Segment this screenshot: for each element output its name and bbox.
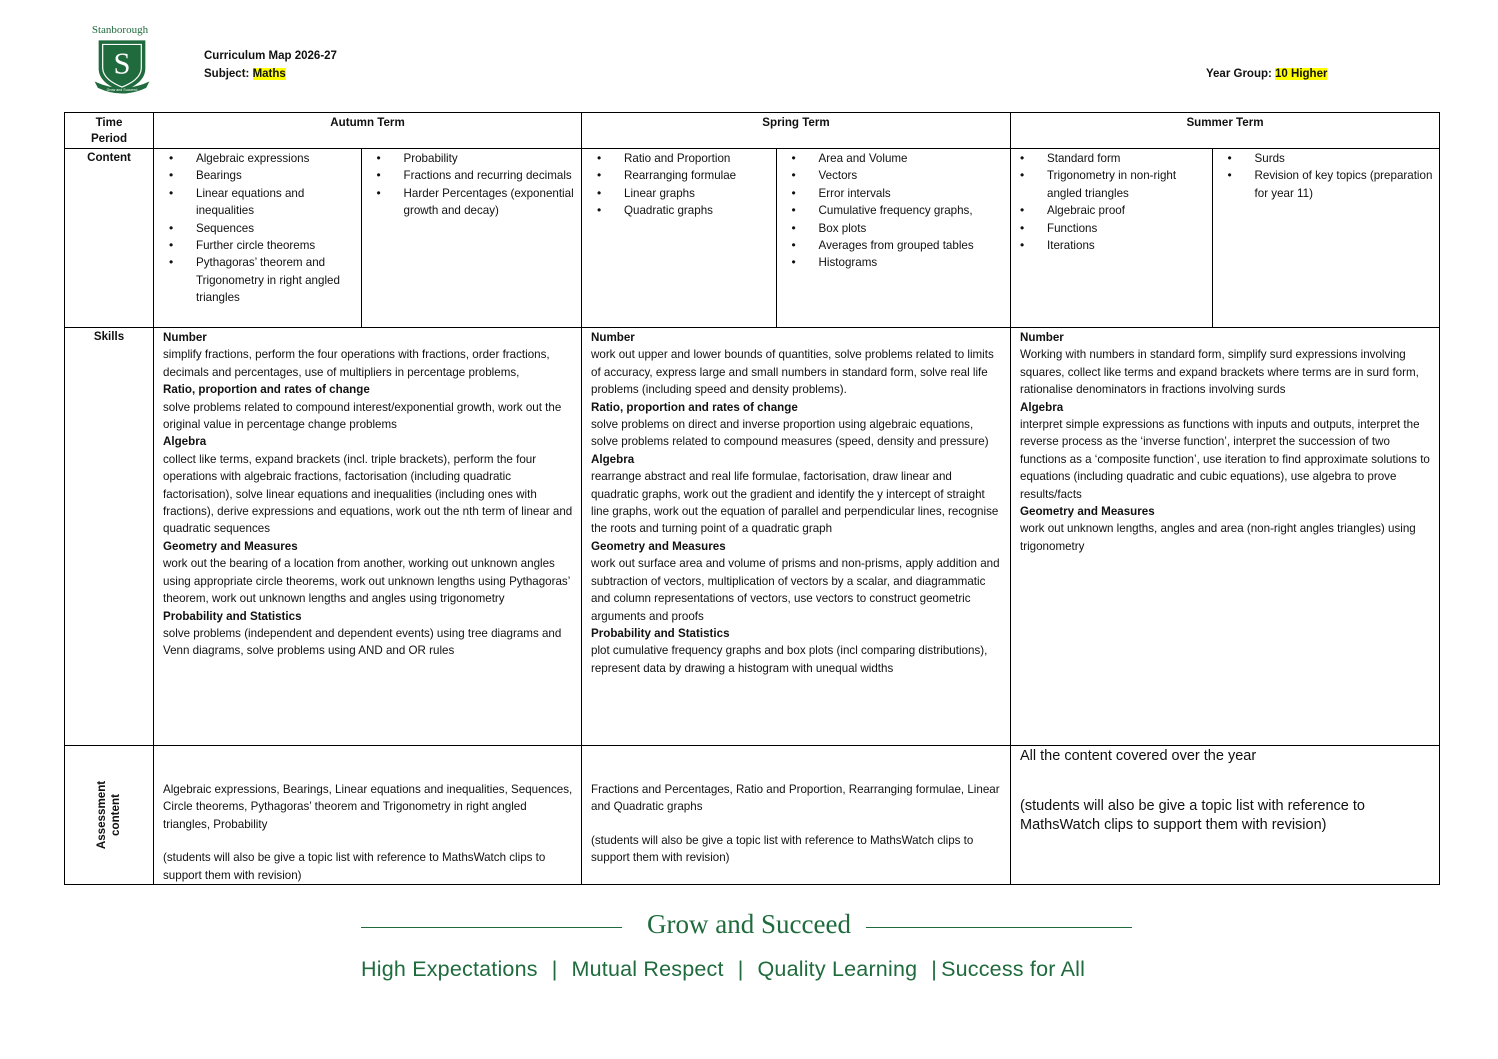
content-list-item: • Iterations — [1047, 237, 1208, 254]
content-list-item: • Further circle theorems — [196, 237, 357, 254]
skills-text: solve problems (independent and dependent events) using tree diagrams and Venn diagrams, solve problems using AND and OR rules — [163, 626, 562, 658]
year-group-label: Year Group: — [1206, 68, 1272, 80]
footer-separator: | — [551, 957, 558, 981]
summer-content-list-b — [1213, 149, 1439, 202]
skills-heading: Ratio, proportion and rates of change — [163, 383, 370, 397]
skills-text: work out surface area and volume of prisms and non-prisms, apply addition and subtraction of vectors, multiplication of vectors by a scalar, and diagrammatic and column representations of vectors, use vectors to construct geometric arguments and proofs — [591, 557, 1000, 623]
skills-text: solve problems on direct and inverse proportion using algebraic equations, solve problems related to compound measures (speed, density and pressure) — [591, 418, 989, 449]
content-list-item: • Linear equations and inequalities — [196, 185, 357, 220]
spring-content-cell — [582, 149, 1011, 328]
summer-content-list-a — [1011, 149, 1212, 254]
skills-text: solve problems related to compound interest/exponential growth, work out the original value in percentage change problems — [163, 400, 562, 432]
footer-motto: Grow and Succeed — [647, 909, 851, 939]
skills-heading: Geometry and Measures — [163, 539, 298, 553]
content-row-label: Content — [65, 149, 154, 328]
logo-motto: Grow and Succeed — [106, 88, 138, 93]
content-list-item: • Area and Volume — [819, 150, 1006, 167]
skills-text: interpret simple expressions as functions with inputs and outputs, interpret the reverse process as the ‘inverse function’, interpret the succession of two functions as a ‘composite function’, use iteration to find approximate solutions to equations (including quadratic and cubic equations), use algebra to prove results/facts — [1020, 418, 1430, 501]
content-list-item: • Algebraic proof — [1047, 202, 1208, 219]
subject-value: Maths — [252, 68, 286, 80]
skills-heading: Probability and Statistics — [163, 609, 302, 623]
content-list-item: • Bearings — [196, 167, 357, 184]
content-list-item: • Linear graphs — [624, 185, 772, 202]
skills-heading: Number — [163, 331, 207, 344]
content-list-item: • Ratio and Proportion — [624, 150, 772, 167]
content-list-item: • Error intervals — [819, 185, 1006, 202]
content-list-item: • Cumulative frequency graphs, — [819, 202, 1006, 219]
content-list-item: • Trigonometry in non-right angled triangles — [1047, 167, 1208, 202]
year-group-value: 10 Higher — [1275, 68, 1328, 80]
spring-content-list-b — [777, 149, 1010, 272]
content-list-item: • Vectors — [819, 167, 1006, 184]
subject-line — [204, 68, 286, 80]
skills-row-label: Skills — [65, 328, 154, 746]
autumn-skills-cell — [154, 328, 582, 746]
skills-text: rearrange abstract and real life formulae, factorisation, draw linear and quadratic graphs, work out the gradient and identify the y intercept of straight line graphs, work out the equation of parallel and perpendicular lines, recognise the roots and turning point of a quadratic graph — [591, 470, 999, 536]
skills-text: work out the bearing of a location from another, working out unknown angles using appropriate circle theorems, work out unknown lengths using Pythagoras’ theorem, work out unknown lengths and angles using trigonometry — [163, 557, 570, 606]
content-list-item: • Sequences — [196, 220, 357, 237]
autumn-term-header: Autumn Term — [154, 113, 582, 149]
header-row — [65, 113, 1440, 149]
curriculum-table — [64, 112, 1440, 885]
document-title: Curriculum Map 2026-27 — [204, 50, 337, 62]
spring-skills-cell — [582, 328, 1011, 746]
autumn-content-cell — [154, 149, 582, 328]
autumn-assessment-cell — [154, 746, 582, 885]
content-list-item: • Histograms — [819, 254, 1006, 271]
skills-heading: Number — [591, 331, 635, 344]
summer-assessment-topics: All the content covered over the year — [1020, 748, 1257, 764]
assessment-row-label-cell — [65, 746, 154, 885]
content-list-item: • Functions — [1047, 220, 1208, 237]
value-success-for-all: Success for All — [941, 957, 1086, 981]
skills-heading: Geometry and Measures — [1020, 505, 1155, 519]
content-list-item: • Surds — [1255, 150, 1435, 167]
content-list-item: • Algebraic expressions — [196, 150, 357, 167]
autumn-assessment-topics: Algebraic expressions, Bearings, Linear equations and inequalities, Sequences, Circle theorems, Pythagoras’ theorem and Trigonometry in right angled triangles, Probability — [163, 783, 573, 831]
skills-heading: Algebra — [1020, 400, 1064, 414]
content-list-item: • Box plots — [819, 220, 1006, 237]
autumn-content-list-b — [362, 149, 581, 220]
value-high-expectations: High Expectations — [361, 957, 538, 981]
spring-content-list-a — [582, 149, 776, 220]
skills-heading: Ratio, proportion and rates of change — [591, 400, 798, 414]
footer-separator: | — [931, 957, 938, 981]
summer-assessment-note: (students will also be give a topic list with reference to MathsWatch clips to support them with revision) — [1020, 797, 1365, 833]
skills-text: work out unknown lengths, angles and area (non-right angles triangles) using trigonometry — [1020, 522, 1416, 553]
content-list-item: • Pythagoras’ theorem and Trigonometry in right angled triangles — [196, 254, 357, 306]
autumn-assessment-note: (students will also be give a topic list with reference to MathsWatch clips to support them with revision) — [163, 851, 546, 882]
skills-heading: Geometry and Measures — [591, 539, 726, 553]
spring-assessment-topics: Fractions and Percentages, Ratio and Proportion, Rearranging formulae, Linear and Quadratic graphs — [591, 783, 1000, 814]
school-crest-logo — [86, 38, 158, 104]
content-list-item: • Rearranging formulae — [624, 167, 772, 184]
skills-text: collect like terms, expand brackets (incl. triple brackets), perform the four operations with algebraic fractions, factorisation (including quadratic factorisation), solve linear equations and inequalities (including ones with fractions), derive expressions and equations, work out the nth term of linear and quadratic sequences — [163, 452, 573, 536]
skills-text: simplify fractions, perform the four operations with fractions, order fractions, decimals and percentages, use of multipliers in percentage problems, — [163, 348, 550, 379]
spring-term-header: Spring Term — [582, 113, 1011, 149]
footer-separator: | — [737, 957, 744, 981]
skills-heading: Number — [1020, 331, 1064, 344]
content-list-item: • Revision of key topics (preparation for year 11) — [1255, 167, 1435, 202]
skills-row — [65, 328, 1440, 746]
content-list-item: • Probability — [404, 150, 577, 167]
footer-values — [361, 957, 1085, 982]
spring-assessment-cell — [582, 746, 1011, 885]
summer-term-header: Summer Term — [1011, 113, 1440, 149]
content-row — [65, 149, 1440, 328]
value-quality-learning: Quality Learning — [757, 957, 918, 981]
autumn-content-list-a — [154, 149, 361, 307]
skills-text: work out upper and lower bounds of quantities, solve problems related to limits of accuracy, express large and small numbers in standard form, solve real life problems (including speed and density problems). — [591, 348, 994, 397]
value-mutual-respect: Mutual Respect — [571, 957, 724, 981]
school-name: Stanborough — [91, 24, 149, 36]
content-list-item: • Standard form — [1047, 150, 1208, 167]
skills-heading: Algebra — [591, 452, 635, 466]
content-list-item: • Quadratic graphs — [624, 202, 772, 219]
year-group-line — [1206, 68, 1327, 80]
content-list-item: • Averages from grouped tables — [819, 237, 1006, 254]
assessment-row-label: Assessment content — [95, 780, 122, 850]
skills-text: plot cumulative frequency graphs and box plots (incl comparing distributions), represent data by drawing a histogram with unequal widths — [591, 644, 988, 675]
skills-heading: Probability and Statistics — [591, 626, 730, 640]
subject-label: Subject: — [204, 68, 250, 80]
time-period-header: Time Period — [65, 113, 154, 149]
summer-assessment-cell — [1011, 746, 1440, 885]
assessment-row — [65, 746, 1440, 885]
summer-skills-cell — [1011, 328, 1440, 746]
content-list-item: • Fractions and recurring decimals — [404, 167, 577, 184]
content-list-item: • Harder Percentages (exponential growth and decay) — [404, 185, 577, 220]
svg-text:S: S — [113, 46, 131, 81]
summer-content-cell — [1011, 149, 1440, 328]
skills-text: Working with numbers in standard form, simplify surd expressions involving squares, collect like terms and expand brackets where terms are in surd form, rationalise denominators in fractions involving surds — [1020, 348, 1419, 397]
skills-heading: Algebra — [163, 435, 207, 449]
spring-assessment-note: (students will also be give a topic list with reference to MathsWatch clips to support them with revision) — [591, 833, 974, 865]
